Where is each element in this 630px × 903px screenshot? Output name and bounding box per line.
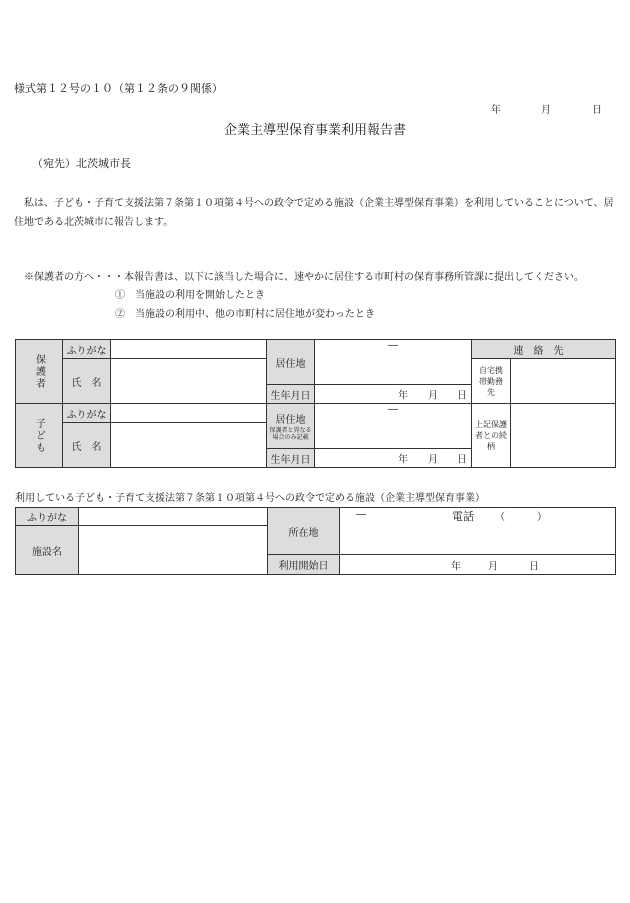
facility-postal-dash: ― <box>356 509 366 520</box>
child-postal-dash: ― <box>388 404 398 415</box>
start-year: 年 <box>451 561 461 572</box>
notice: ※保護者の方へ・・・本報告書は、以下に該当した場合に、速やかに居住する市町村の保育事務所管課に提出してください。 <box>24 272 584 283</box>
case-2: ② 当施設の利用中、他の市町村に居住地が変わったとき <box>115 309 375 320</box>
relation-field[interactable] <box>511 404 616 468</box>
date-month: 月 <box>541 105 551 116</box>
child-birthdate-field[interactable] <box>315 449 472 468</box>
guardian-name-label: 氏 名 <box>63 359 111 404</box>
facility-table <box>15 507 616 575</box>
child-furigana-label: ふりがな <box>63 404 111 423</box>
form-number: 様式第１２号の１０（第１２条の９関係） <box>14 82 223 95</box>
guardian-furigana-field[interactable] <box>111 340 267 359</box>
contact-header: 連絡先 <box>472 340 616 359</box>
guardian-furigana-label: ふりがな <box>63 340 111 359</box>
document-title: 企業主導型保育事業利用報告書 <box>223 123 406 138</box>
start-date-label: 利用開始日 <box>268 555 340 575</box>
case-1: ① 当施設の利用を開始したとき <box>115 290 265 301</box>
child-residence-field[interactable] <box>315 404 472 449</box>
child-furigana-field[interactable] <box>111 404 267 423</box>
guardian-birth-month: 月 <box>428 390 438 402</box>
guardian-residence-field[interactable] <box>315 340 472 385</box>
guardian-birth-year: 年 <box>398 390 408 402</box>
child-birthdate-label: 生年月日 <box>267 449 315 468</box>
guardian-child-table <box>15 339 616 468</box>
child-birth-day: 日 <box>457 454 467 466</box>
child-header: 子ども <box>16 404 63 468</box>
facility-section-caption: 利用している子ども・子育て支援法第７条第１０項第４号への政令で定める施設（企業主導型保育事業） <box>15 493 485 504</box>
child-name-field[interactable] <box>111 423 267 468</box>
guardian-postal-dash: ― <box>388 340 398 351</box>
guardian-header: 保護者 <box>16 340 63 404</box>
phone-paren-close: ） <box>537 512 547 523</box>
facility-name-label: 施設名 <box>16 526 79 575</box>
child-name-label: 氏 名 <box>63 423 111 468</box>
facility-location-field[interactable] <box>340 508 616 555</box>
phone-paren-open: （ <box>495 512 505 523</box>
contact-field[interactable] <box>511 359 616 404</box>
facility-furigana-label: ふりがな <box>16 508 79 526</box>
date-day: 日 <box>592 105 602 116</box>
guardian-name-field[interactable] <box>111 359 267 404</box>
facility-location-label: 所在地 <box>268 508 340 555</box>
body-line-1: 私は、子ども・子育て支援法第７条第１０項第４号への政令で定める施設（企業主導型保育事業）を利用していることについて、居 <box>24 198 614 209</box>
start-date-field[interactable] <box>340 555 616 575</box>
facility-name-field[interactable] <box>79 526 268 575</box>
addressee: （宛先）北茨城市長 <box>32 157 131 170</box>
facility-furigana-field[interactable] <box>79 508 268 526</box>
phone-label: 電話 <box>452 510 474 523</box>
child-birth-year: 年 <box>398 454 408 466</box>
start-day: 日 <box>529 561 539 572</box>
guardian-birthdate-label: 生年月日 <box>267 385 315 404</box>
contact-types-label: 自宅携帯勤務先 <box>472 359 511 404</box>
child-residence-label: 居住地 保護者と異なる場合のみ記載 <box>267 404 315 449</box>
date-year: 年 <box>491 105 501 116</box>
guardian-residence-label: 居住地 <box>267 340 315 385</box>
child-birth-month: 月 <box>428 454 438 466</box>
guardian-birth-day: 日 <box>457 390 467 402</box>
start-month: 月 <box>488 561 498 572</box>
guardian-birthdate-field[interactable] <box>315 385 472 404</box>
relation-label: 上記保護者との続柄 <box>472 404 511 468</box>
body-line-2: 住地である北茨城市に報告します。 <box>14 217 174 228</box>
